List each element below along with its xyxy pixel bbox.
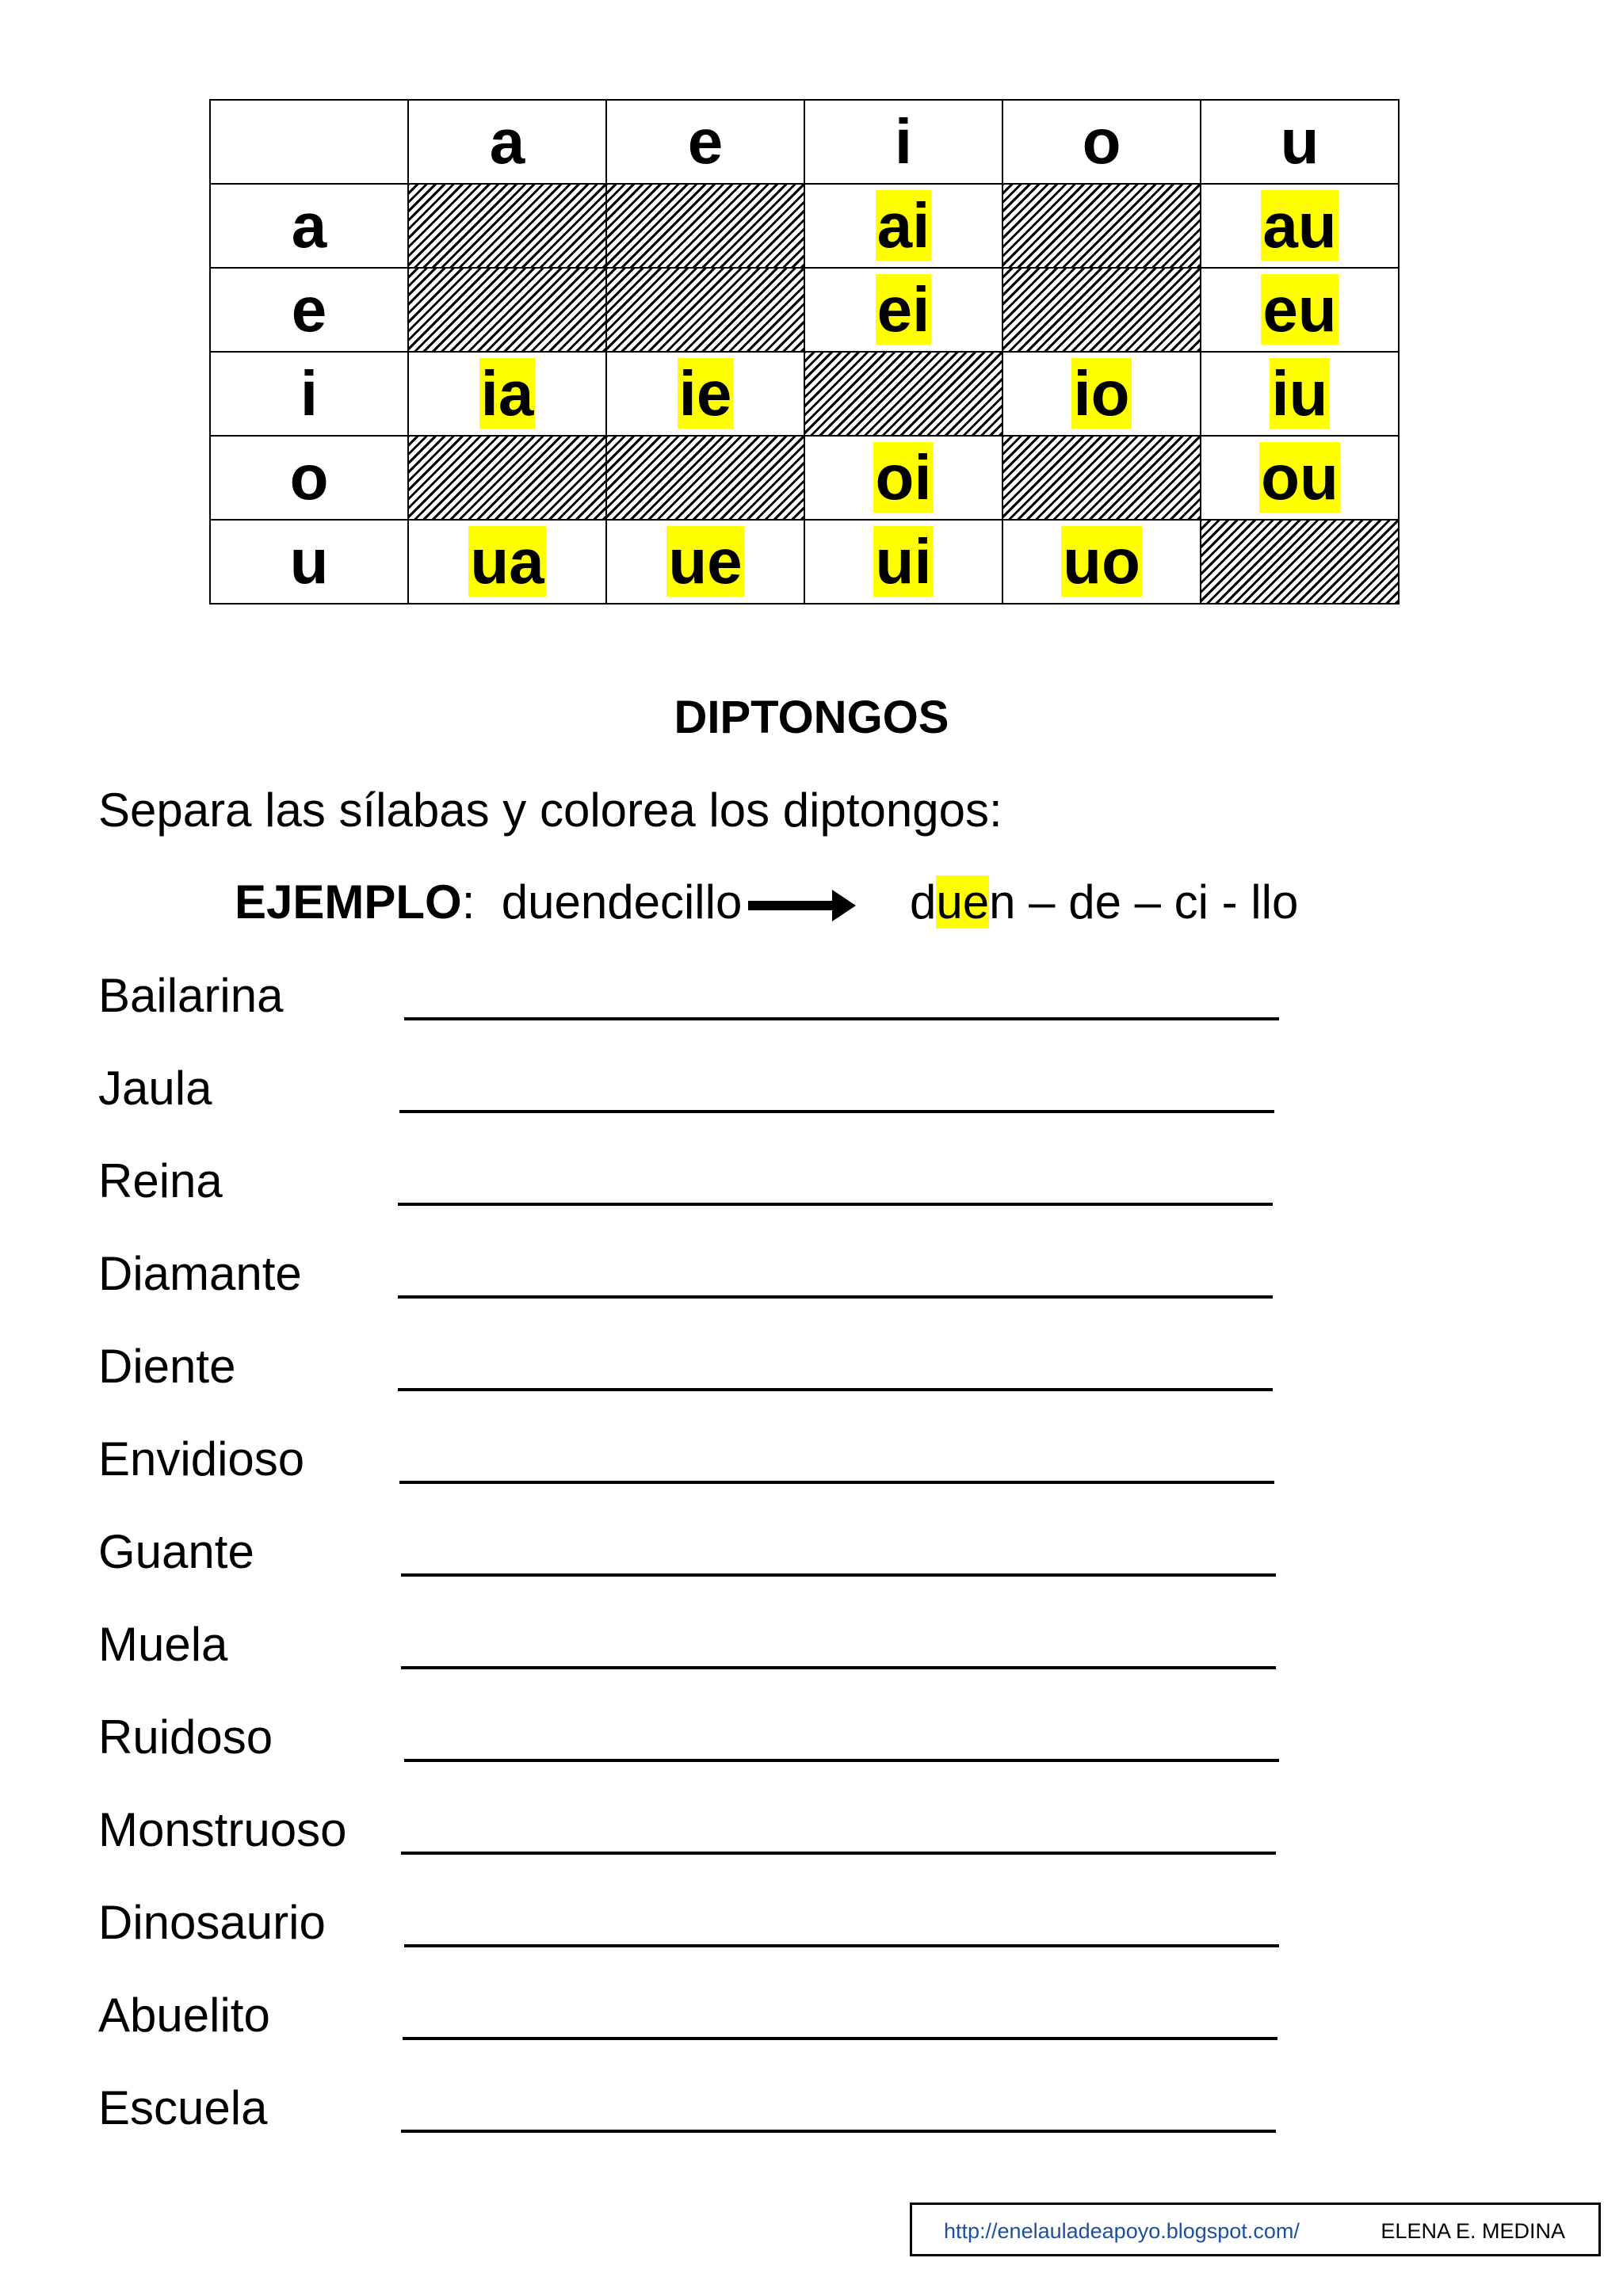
exercise-word: Escuela bbox=[98, 2081, 268, 2134]
diphthong-text: ue bbox=[668, 526, 743, 597]
diphthong-cell bbox=[408, 520, 606, 604]
example-line bbox=[235, 875, 1299, 929]
diphthong-text: eu bbox=[1262, 274, 1337, 345]
page-title: DIPTONGOS bbox=[674, 692, 949, 743]
hatched-cell bbox=[408, 268, 606, 352]
diphthong-text: ia bbox=[480, 358, 534, 429]
exercise-row bbox=[98, 1710, 1287, 1765]
column-header: i bbox=[804, 100, 1002, 184]
diphthong-text: ie bbox=[678, 358, 732, 429]
diphthong-text: ua bbox=[470, 526, 544, 597]
exercise-word: Muela bbox=[98, 1618, 228, 1671]
hatched-cell bbox=[606, 268, 804, 352]
diphthong-text: au bbox=[1262, 190, 1337, 261]
exercise-word: Dinosaurio bbox=[98, 1896, 326, 1949]
table-corner-cell bbox=[210, 100, 408, 184]
answer-line[interactable] bbox=[399, 1110, 1274, 1113]
diphthong-cell bbox=[804, 184, 1002, 268]
exercise-word: Diente bbox=[98, 1340, 236, 1393]
exercise-word: Guante bbox=[98, 1525, 254, 1578]
exercise-word: Ruidoso bbox=[98, 1711, 273, 1764]
row-header: e bbox=[210, 268, 408, 352]
exercise-word: Monstruoso bbox=[98, 1803, 347, 1856]
table-row bbox=[210, 520, 1399, 604]
column-header: e bbox=[606, 100, 804, 184]
answer-line[interactable] bbox=[398, 1295, 1273, 1299]
exercise-row bbox=[98, 1524, 1287, 1580]
right-arrow-icon bbox=[748, 890, 854, 921]
diphthong-text: ou bbox=[1261, 442, 1338, 513]
exercise-row bbox=[98, 1061, 1287, 1116]
answer-line[interactable] bbox=[398, 1388, 1273, 1391]
table-row bbox=[210, 184, 1399, 268]
diphthong-cell bbox=[804, 268, 1002, 352]
exercise-row bbox=[98, 1895, 1287, 1951]
diphthong-cell bbox=[606, 352, 804, 436]
hatched-cell bbox=[1201, 520, 1399, 604]
footer-box bbox=[910, 2203, 1601, 2256]
hatched-cell bbox=[804, 352, 1002, 436]
exercise-row bbox=[98, 1154, 1287, 1209]
row-header: a bbox=[210, 184, 408, 268]
diphthong-text: uo bbox=[1063, 526, 1140, 597]
instruction-text: Separa las sílabas y colorea los diptongos: bbox=[98, 784, 1002, 837]
answer-line[interactable] bbox=[401, 1573, 1276, 1577]
row-header: u bbox=[210, 520, 408, 604]
diphthong-text: io bbox=[1073, 358, 1130, 429]
example-answer-highlight: ue bbox=[936, 875, 990, 929]
example-answer-post: n – de – ci - llo bbox=[989, 875, 1299, 929]
diphthong-cell bbox=[804, 520, 1002, 604]
diphthong-cell bbox=[1201, 352, 1399, 436]
exercise-word: Bailarina bbox=[98, 969, 284, 1022]
exercise-row bbox=[98, 1432, 1287, 1487]
table-header-row bbox=[210, 100, 1399, 184]
answer-line[interactable] bbox=[401, 1852, 1276, 1855]
hatched-cell bbox=[408, 184, 606, 268]
exercise-row bbox=[98, 1339, 1287, 1394]
answer-line[interactable] bbox=[404, 1759, 1279, 1762]
example-answer-pre: d bbox=[910, 875, 937, 929]
exercise-word: Envidioso bbox=[98, 1432, 305, 1486]
hatched-cell bbox=[606, 436, 804, 520]
exercise-word: Jaula bbox=[98, 1062, 212, 1115]
diphthong-cell bbox=[1201, 184, 1399, 268]
diphthong-text: ui bbox=[875, 526, 932, 597]
diphthong-table bbox=[209, 99, 1400, 605]
hatched-cell bbox=[1002, 268, 1201, 352]
hatched-cell bbox=[1002, 184, 1201, 268]
diphthong-text: ai bbox=[876, 190, 930, 261]
table-row bbox=[210, 268, 1399, 352]
table-row bbox=[210, 352, 1399, 436]
column-header: o bbox=[1002, 100, 1201, 184]
diphthong-cell bbox=[1201, 268, 1399, 352]
exercise-word: Diamante bbox=[98, 1247, 302, 1300]
column-header: u bbox=[1201, 100, 1399, 184]
diphthong-text: iu bbox=[1271, 358, 1328, 429]
diphthong-cell bbox=[408, 352, 606, 436]
exercise-row bbox=[98, 2081, 1287, 2136]
table-row bbox=[210, 436, 1399, 520]
exercise-row bbox=[98, 1246, 1287, 1302]
exercise-row bbox=[98, 1802, 1287, 1858]
answer-line[interactable] bbox=[403, 2037, 1277, 2040]
hatched-cell bbox=[1002, 436, 1201, 520]
example-colon: : bbox=[461, 875, 475, 929]
diphthong-text: ei bbox=[876, 274, 930, 345]
exercise-row bbox=[98, 968, 1287, 1024]
example-answer bbox=[910, 875, 1298, 929]
exercise-word: Reina bbox=[98, 1154, 223, 1207]
answer-line[interactable] bbox=[401, 1666, 1276, 1669]
answer-line[interactable] bbox=[401, 2130, 1276, 2133]
exercise-row bbox=[98, 1617, 1287, 1672]
example-label: EJEMPLO bbox=[235, 875, 462, 929]
answer-line[interactable] bbox=[404, 1944, 1279, 1947]
row-header: o bbox=[210, 436, 408, 520]
hatched-cell bbox=[606, 184, 804, 268]
diphthong-cell bbox=[1002, 520, 1201, 604]
exercise-row bbox=[98, 1988, 1287, 2043]
column-header: a bbox=[408, 100, 606, 184]
answer-line[interactable] bbox=[404, 1017, 1279, 1020]
diphthong-cell bbox=[1002, 352, 1201, 436]
diphthong-text: oi bbox=[875, 442, 932, 513]
footer-url-link[interactable]: http://enelauladeapoyo.blogspot.com/ bbox=[944, 2219, 1300, 2243]
diphthong-cell bbox=[1201, 436, 1399, 520]
example-word: duendecillo bbox=[501, 875, 743, 929]
footer-author: ELENA E. MEDINA bbox=[1381, 2219, 1565, 2243]
exercise-word: Abuelito bbox=[98, 1989, 270, 2042]
answer-line[interactable] bbox=[399, 1481, 1274, 1484]
hatched-cell bbox=[408, 436, 606, 520]
diphthong-table-body bbox=[210, 100, 1399, 604]
diphthong-cell bbox=[804, 436, 1002, 520]
answer-line[interactable] bbox=[398, 1203, 1273, 1206]
row-header: i bbox=[210, 352, 408, 436]
diphthong-cell bbox=[606, 520, 804, 604]
